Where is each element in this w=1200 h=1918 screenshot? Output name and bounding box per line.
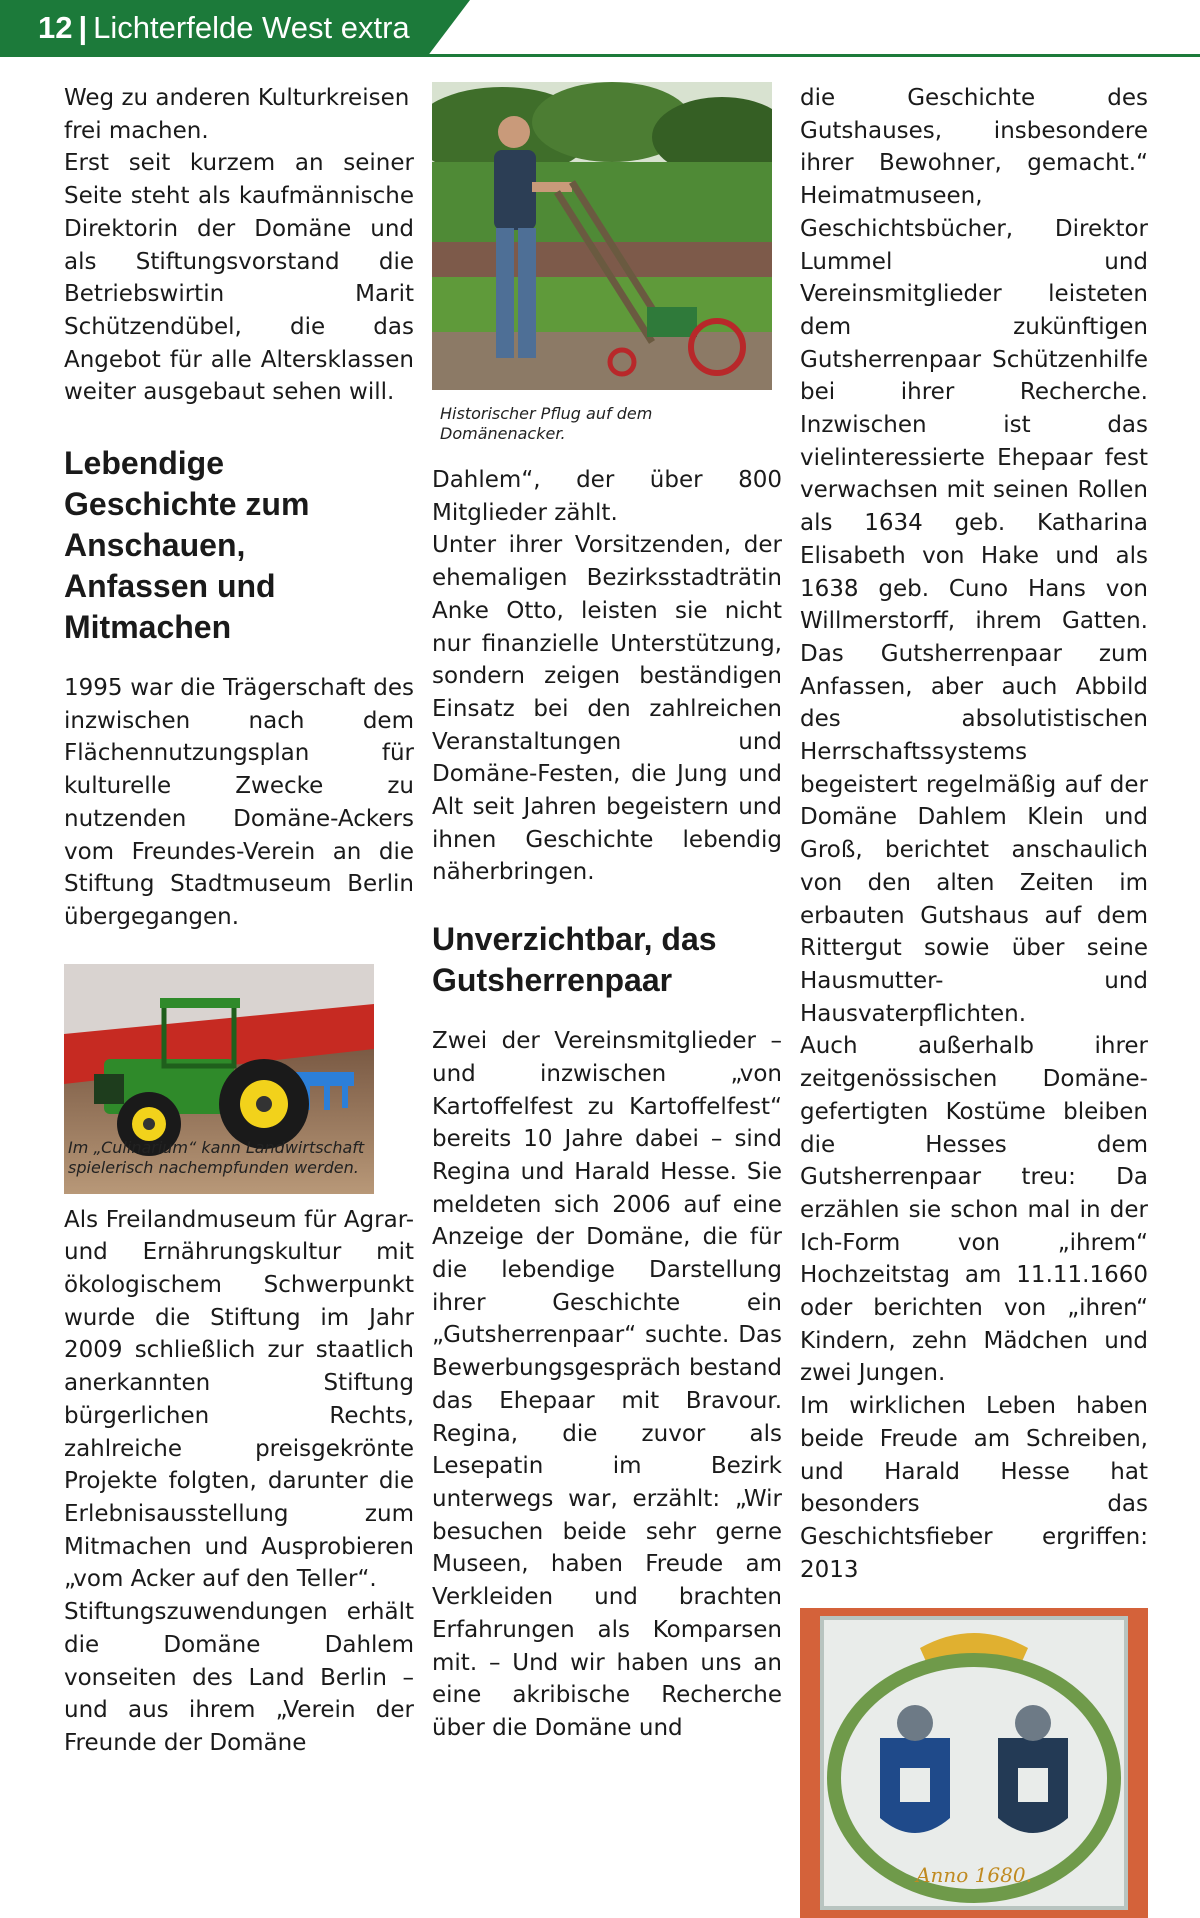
paragraph: Weg zu anderen Kulturkreisen frei machen. bbox=[64, 85, 410, 144]
coat-of-arms-photo bbox=[800, 1608, 1148, 1918]
paragraph: Im wirklichen Leben haben beide Freude am Schreiben, und Harald Hesse hat besonders das Geschichtsfieber ergriffen: 2013 bbox=[800, 1393, 1148, 1583]
crest-year: Anno 1680. bbox=[916, 1863, 1032, 1888]
page-header bbox=[0, 0, 1200, 56]
plough-photo bbox=[432, 82, 772, 390]
paragraph: Zwei der Vereinsmitglieder – und inzwischen „von Kartoffelfest zu Kartoffelfest“ bereits 10 Jahre dabei – sind Regina und Harald Hesse. Sie meldeten sich 2006 auf eine Anzeige der Domäne, die für die lebendige Darstellung ihrer Geschichte ein „Gutsherrenpaar“ suchte. Das Bewerbungsgespräch bestand das Ehepaar mit Bravour. Regina, die zuvor als Lesepatin im Bezirk unterwegs war, erzählt: „Wir besuchen beide sehr gerne Museen, haben Freude am Verkleiden und brachten Erfahrungen als Komparsen mit. – Und wir haben uns an eine akribische Recherche über die Domäne und bbox=[432, 1028, 782, 1741]
plough-caption: Historischer Pflug auf dem Domänenacker. bbox=[440, 404, 653, 443]
section-heading: Unverzichtbar, das Gutsherrenpaar bbox=[432, 921, 717, 999]
page-number: 12 bbox=[38, 10, 73, 45]
column-3 bbox=[800, 82, 1148, 1918]
header-rule bbox=[0, 54, 1200, 57]
paragraph: 1995 war die Trägerschaft des inzwischen nach dem Flächennutzungsplan für kulturelle Zwecke zu nutzenden Domäne-Ackers vom Freundes-Verein an die Stiftung Stadtmuseum Berlin übergegangen. bbox=[64, 675, 414, 930]
column-1 bbox=[64, 82, 414, 1760]
paragraph: Auch außerhalb ihrer zeitgenössischen Domäne-gefertigten Kostüme bleiben die Hesses dem Gutsherrenpaar treu: Da erzählen sie schon mal in der Ich-Form von „ihrem“ Hochzeitstag am 11.11.1660 oder berichten von „ihren“ Kindern, zehn Mädchen und zwei Jungen. bbox=[800, 1033, 1148, 1387]
paragraph: Erst seit kurzem an seiner Seite steht als kaufmännische Direktorin der Domäne und als Stiftungsvorstand die Betriebswirtin Marit Schützendübel, die das Angebot für alle Altersklassen weiter ausgebaut sehen will. bbox=[64, 150, 414, 406]
paragraph: Unter ihrer Vorsitzenden, der ehemaligen Bezirksstadträtin Anke Otto, leisten sie nicht nur finanzielle Unterstützung, sondern zeigen beständigen Einsatz bei den zahlreichen Veranstaltungen und Domäne-Festen, die Jung und Alt seit Jahren begeistern und ihnen Geschichte lebendig näherbringen. bbox=[432, 532, 782, 886]
section-title: Lichterfelde West extra bbox=[93, 10, 410, 45]
section-heading: Lebendige Geschichte zum Anschauen, Anfassen und Mitmachen bbox=[64, 445, 310, 646]
paragraph: Als Freilandmuseum für Agrar- und Ernährungskultur mit ökologischem Schwerpunkt wurde die Stiftung im Jahr 2009 schließlich zur staatlich anerkannten Stiftung bürgerlichen Rechts, zahlreiche preisgekrönte Projekte folgten, darunter die Erlebnisausstellung zum Mitmachen und Ausprobieren „vom Acker auf den Teller“. bbox=[64, 1206, 414, 1593]
header-separator: | bbox=[78, 10, 88, 45]
tractor-caption: Im „Culinarium“ kann Landwirtschaft spielerisch nachempfunden werden. bbox=[68, 1137, 365, 1177]
column-2 bbox=[432, 82, 782, 1745]
paragraph: Stiftungszuwendungen erhält die Domäne Dahlem vonseiten des Land Berlin – und aus ihrem „Verein der Freunde der Domäne bbox=[64, 1599, 414, 1756]
header-title bbox=[38, 10, 410, 46]
paragraph: die Geschichte des Gutshauses, insbesondere ihrer Bewohner, gemacht.“ Heimatmuseen, Geschichtsbücher, Direktor Lummel und Vereinsmitglieder leisteten dem zukünftigen Gutsherrenpaar Schützenhilfe bei ihrer Recherche. Inzwischen ist das vielinteressierte Ehepaar fest verwachsen mit seinen Rollen als 1634 geb. Katharina Elisabeth von Hake und als 1638 geb. Cuno Hans von Willmerstorff, ihrem Gatten. Das Gutsherrenpaar zum Anfassen, aber auch Abbild des absolutistischen Herrschaftssystems begeistert regelmäßig auf der Domäne Dahlem Klein und Groß, berichtet anschaulich von den alten Zeiten im erbauten Gutshaus auf dem Rittergut sowie über seine Hausmutter- und Hausvaterpflichten. bbox=[800, 85, 1148, 1027]
paragraph: Dahlem“, der über 800 Mitglieder zählt. bbox=[432, 467, 782, 526]
